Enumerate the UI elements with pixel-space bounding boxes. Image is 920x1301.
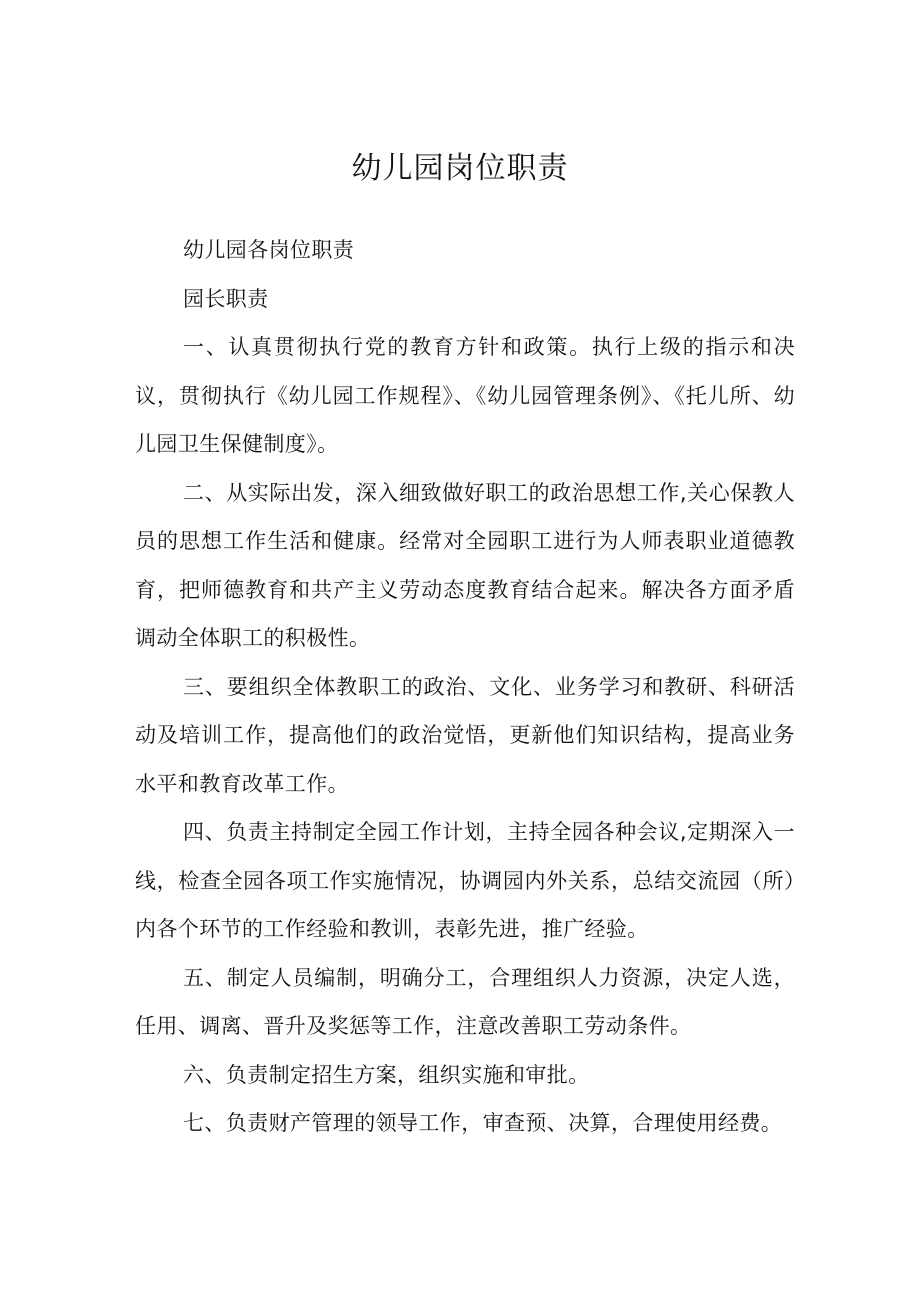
duty-item-7: 七、负责财产管理的领导工作，审查预、决算，合理使用经费。 (183, 1111, 783, 1135)
duty-item-3: 三、要组织全体教职工的政治、文化、业务学习和教研、科研活动及培训工作，提高他们的政治觉悟，更新他们知识结构，提高业务水平和教育改革工作。 (135, 674, 795, 796)
duty-item-4: 四、负责主持制定全园工作计划，主持全园各种会议,定期深入一线，检查全园各项工作实施情况，协调园内外关系，总结交流园（所）内各个环节的工作经验和教训，表彰先进，推广经验。 (135, 820, 795, 941)
document-title: 幼儿园岗位职责 (351, 151, 569, 186)
duty-item-5: 五、制定人员编制，明确分工，合理组织人力资源，决定人选，任用、调离、晋升及奖惩等工作，注意改善职工劳动条件。 (135, 965, 795, 1038)
subsection-heading: 园长职责 (183, 286, 269, 311)
duty-item-1: 一、认真贯彻执行党的教育方针和政策。执行上级的指示和决议，贯彻执行《幼儿园工作规程》、《幼儿园管理条例》、《托儿所、幼儿园卫生保健制度》。 (135, 335, 795, 456)
document-body (135, 226, 795, 1148)
duty-item-6: 六、负责制定招生方案，组织实施和审批。 (183, 1062, 590, 1087)
section-heading: 幼儿园各岗位职责 (183, 238, 355, 262)
duty-item-2: 二、从实际出发，深入细致做好职工的政治思想工作,关心保教人员的思想工作生活和健康。经常对全园职工进行为人师表职业道德教育，把师德教育和共产主义劳动态度教育结合起来。解决各方面矛盾调动全体职工的积极性。 (135, 480, 795, 650)
